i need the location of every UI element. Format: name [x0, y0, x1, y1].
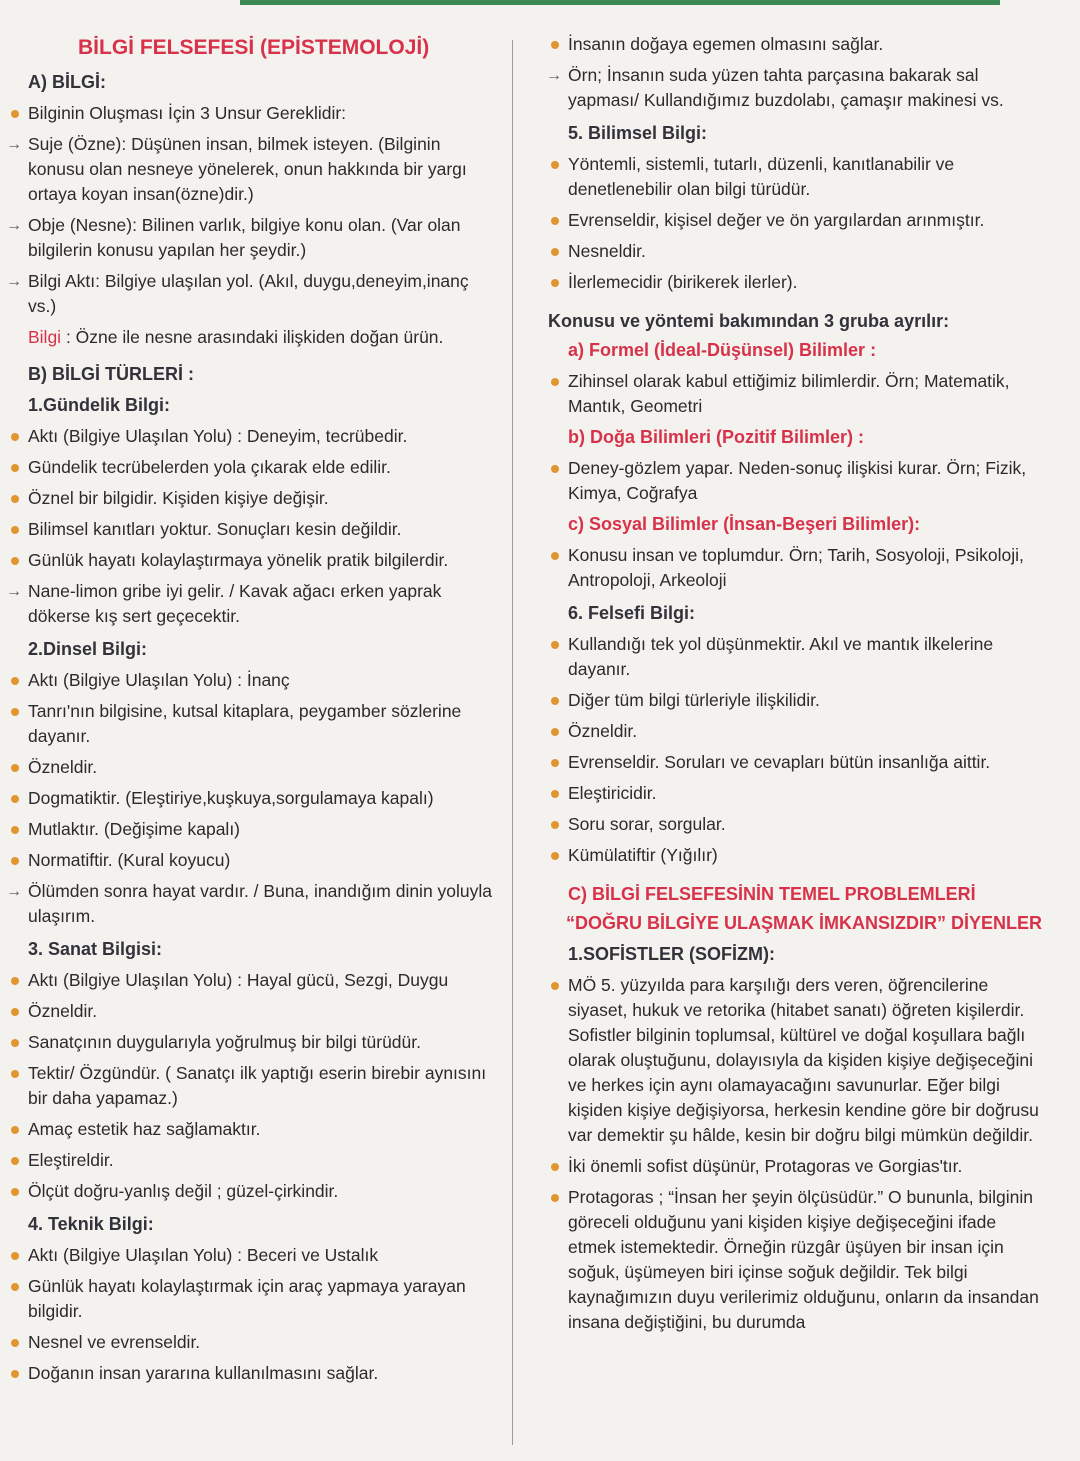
list-item: Bilimsel kanıtları yoktur. Sonuçları kesin değildir. [8, 517, 500, 542]
arrow-item: → Ölümden sonra hayat vardır. / Buna, inandığım dinin yoluyla ulaşırım. [8, 879, 500, 929]
group-b-heading: b) Doğa Bilimleri (Pozitif Bilimler) : [568, 427, 865, 447]
section-c-subheading: “DOĞRU BİLGİYE ULAŞMAK İMKANSIZDIR” DİYENLER [566, 913, 1043, 933]
list-item: Dogmatiktir. (Eleştiriye,kuşkuya,sorgulamaya kapalı) [8, 786, 500, 811]
list-item: Özneldir. [548, 719, 1048, 744]
arrow-item: → Obje (Nesne): Bilinen varlık, bilgiye konu olan. (Var olan bilgilerin konusu yapılan her şeydir.) [8, 213, 500, 263]
list-item: Günlük hayatı kolaylaştırmaya yönelik pratik bilgilerdir. [8, 548, 500, 573]
subsection-heading: 5. Bilimsel Bilgi: [568, 123, 708, 143]
list-item: Kullandığı tek yol düşünmektir. Akıl ve mantık ilkelerine dayanır. [548, 632, 1048, 682]
bilgi-definition [28, 325, 500, 350]
arrow-item: → Örn; İnsanın suda yüzen tahta parçasına bakarak sal yapması/ Kullandığımız buzdolabı, çamaşır makinesi vs. [548, 63, 1048, 113]
group-a-heading: a) Formel (İdeal-Düşünsel) Bilimler : [568, 340, 877, 360]
list-item: Konusu insan ve toplumdur. Örn; Tarih, Sosyoloji, Psikoloji, Antropoloji, Arkeoloji [548, 543, 1048, 593]
list-item: İnsanın doğaya egemen olmasını sağlar. [548, 32, 1048, 57]
subsection-heading: 2.Dinsel Bilgi: [28, 639, 148, 659]
list-item: Kümülatiftir (Yığılır) [548, 843, 1048, 868]
arrow-item: → Nane-limon gribe iyi gelir. / Kavak ağacı erken yaprak dökerse kış sert geçecektir. [8, 579, 500, 629]
list-item: Bilginin Oluşması İçin 3 Unsur Gereklidir: [8, 101, 500, 126]
list-item: Diğer tüm bilgi türleriyle ilişkilidir. [548, 688, 1048, 713]
list-item: Sanatçının duygularıyla yoğrulmuş bir bilgi türüdür. [8, 1030, 500, 1055]
subsection-heading: 1.Gündelik Bilgi: [28, 395, 171, 415]
list-item: Günlük hayatı kolaylaştırmak için araç yapmaya yarayan bilgidir. [8, 1274, 500, 1324]
list-item: Özneldir. [8, 999, 500, 1024]
section-c-heading: C) BİLGİ FELSEFESİNİN TEMEL PROBLEMLERİ [568, 884, 976, 904]
list-item: Evrenseldir. Soruları ve cevapları bütün insanlığa aittir. [548, 750, 1048, 775]
list-item: Protagoras ; “İnsan her şeyin ölçüsüdür.” O bununla, bilginin göreceli olduğunu yani kişiden kişiye değişeceğini ifade etmek istemektedir. Örneğin rüzgâr üşüyen bir insan için soğuk, üşümeyen biri içinse soğuk değildir. Tek bilgi kaynağımızın duyu verilerimiz olduğunu, onların da insandan insana değiştiğini, bu durumda [548, 1185, 1048, 1335]
list-item: İki önemli sofist düşünür, Protagoras ve Gorgias'tır. [548, 1154, 1048, 1179]
list-item: Eleştiricidir. [548, 781, 1048, 806]
list-item: Aktı (Bilgiye Ulaşılan Yolu) : Hayal gücü, Sezgi, Duygu [8, 968, 500, 993]
top-accent-line [240, 0, 1000, 5]
list-item: Evrenseldir, kişisel değer ve ön yargılardan arınmıştır. [548, 208, 1048, 233]
page-title: BİLGİ FELSEFESİ (EPİSTEMOLOJİ) [78, 36, 430, 59]
subsection-heading: 1.SOFİSTLER (SOFİZM): [568, 944, 775, 964]
subsection-heading: 3. Sanat Bilgisi: [28, 939, 163, 959]
bilgi-label: Bilgi [28, 327, 62, 347]
group-c-heading: c) Sosyal Bilimler (İnsan-Beşeri Bilimler): [568, 514, 921, 534]
arrow-item: → Bilgi Aktı: Bilgiye ulaşılan yol. (Akıl, duygu,deneyim,inanç vs.) [8, 269, 500, 319]
list-item: Mutlaktır. (Değişime kapalı) [8, 817, 500, 842]
arrow-item: → Suje (Özne): Düşünen insan, bilmek isteyen. (Bilginin konusu olan nesneye yönelerek, onun hakkında bir yargı ortaya koyan insan(özne)dir.) [8, 132, 500, 207]
list-item: Normatiftir. (Kural koyucu) [8, 848, 500, 873]
subsection-heading: 6. Felsefi Bilgi: [568, 603, 696, 623]
groups-heading: Konusu ve yöntemi bakımından 3 gruba ayrılır: [548, 311, 950, 331]
list-item: Soru sorar, sorgular. [548, 812, 1048, 837]
bilgi-text: : Özne ile nesne arasındaki ilişkiden doğan ürün. [61, 327, 444, 347]
list-item: Öznel bir bilgidir. Kişiden kişiye değişir. [8, 486, 500, 511]
column-divider [512, 40, 513, 1445]
list-item: Aktı (Bilgiye Ulaşılan Yolu) : İnanç [8, 668, 500, 693]
list-item: Tektir/ Özgündür. ( Sanatçı ilk yaptığı eserin birebir aynısını bir daha yapamaz.) [8, 1061, 500, 1111]
list-item: Nesneldir. [548, 239, 1048, 264]
list-item: Ölçüt doğru-yanlış değil ; güzel-çirkindir. [8, 1179, 500, 1204]
list-item: Özneldir. [8, 755, 500, 780]
list-item: Eleştireldir. [8, 1148, 500, 1173]
list-item: Tanrı'nın bilgisine, kutsal kitaplara, peygamber sözlerine dayanır. [8, 699, 500, 749]
list-item: Gündelik tecrübelerden yola çıkarak elde edilir. [8, 455, 500, 480]
list-item: Yöntemli, sistemli, tutarlı, düzenli, kanıtlanabilir ve denetlenebilir olan bilgi türüdür. [548, 152, 1048, 202]
section-b-heading: B) BİLGİ TÜRLERİ : [28, 364, 194, 384]
list-item: Doğanın insan yararına kullanılmasını sağlar. [8, 1361, 500, 1386]
section-a-heading: A) BİLGİ: [28, 72, 106, 92]
list-item: Deney-gözlem yapar. Neden-sonuç ilişkisi kurar. Örn; Fizik, Kimya, Coğrafya [548, 456, 1048, 506]
list-item: Nesnel ve evrenseldir. [8, 1330, 500, 1355]
list-item: Zihinsel olarak kabul ettiğimiz bilimlerdir. Örn; Matematik, Mantık, Geometri [548, 369, 1048, 419]
list-item: Aktı (Bilgiye Ulaşılan Yolu) : Deneyim, tecrübedir. [8, 424, 500, 449]
right-column [548, 32, 1048, 1341]
subsection-heading: 4. Teknik Bilgi: [28, 1214, 154, 1234]
list-item: Aktı (Bilgiye Ulaşılan Yolu) : Beceri ve Ustalık [8, 1243, 500, 1268]
left-column [8, 32, 500, 1392]
list-item: MÖ 5. yüzyılda para karşılığı ders veren, öğrencilerine siyaset, hukuk ve retorika (hitabet sanatı) öğreten kişilerdir. Sofistler bilginin toplumsal, kültürel ve doğal koşullara bağlı olarak oluştuğunu, dolayısıyla da kişiden kişiye değişeceğini ve herkes için aynı olamayacağını savunurlar. Eğer bilgi kişiden kişiye değişiyorsa, herkesin kendine göre bir doğrusu var demektir şu hâlde, kesin bir doğru bilgi mümkün değildir. [548, 973, 1048, 1148]
list-item: Amaç estetik haz sağlamaktır. [8, 1117, 500, 1142]
list-item: İlerlemecidir (birikerek ilerler). [548, 270, 1048, 295]
